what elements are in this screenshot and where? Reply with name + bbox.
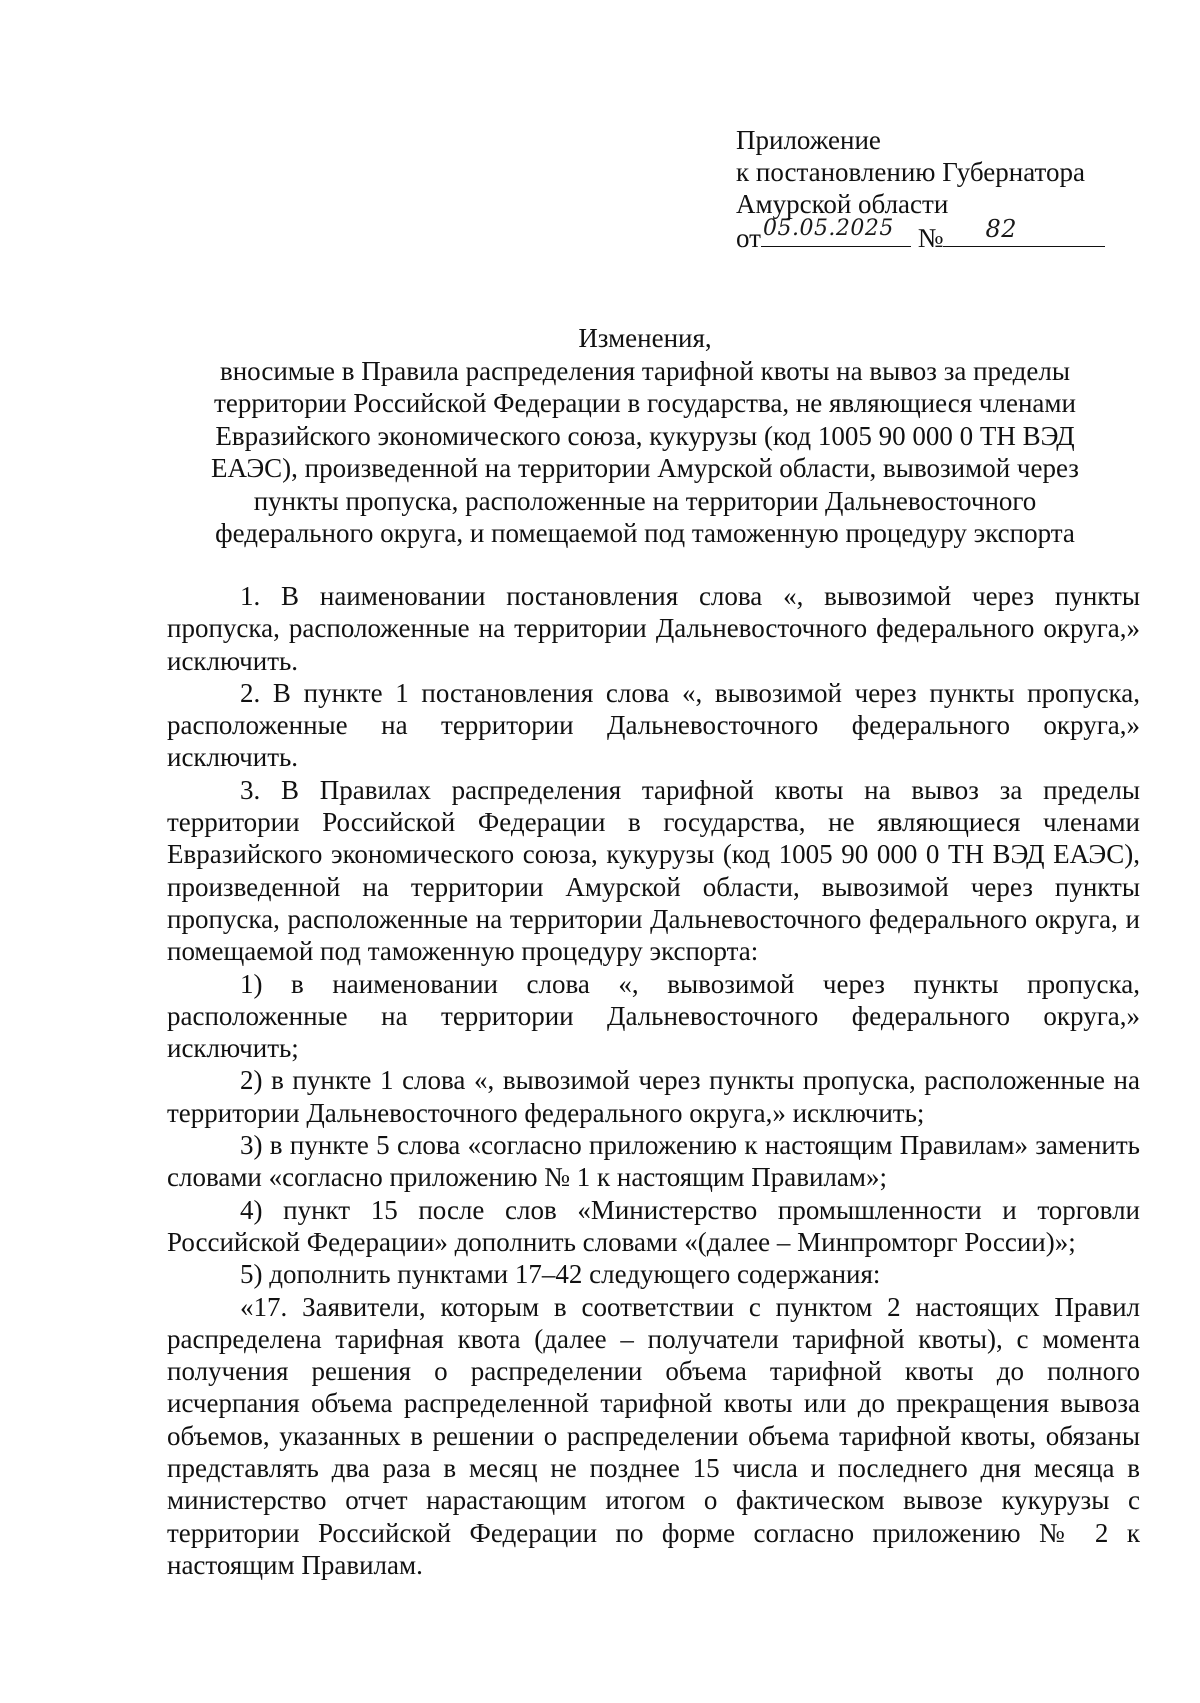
appendix-region: Амурской области — [736, 189, 949, 219]
paragraph-3: 3. В Правилах распределения тарифной квоты на вывоз за пределы территории Российской Федерации в государства, не являющиеся членами Евразийского экономического союза, кукурузы (код 1005 90 000 0 ТН ВЭД ЕАЭС), произведенной на территории Амурской области, вывозимой через пункты пропуска, расположенные на территории Дальневосточного федерального округа, и помещаемой под таможенную процедуру экспорта: — [167, 774, 1140, 967]
title-line: федерального округа, и помещаемой под таможенную процедуру экспорта — [215, 518, 1075, 548]
title-line: Евразийского экономического союза, кукурузы (код 1005 90 000 0 ТН ВЭД — [215, 420, 1075, 451]
date-handwritten: 05.05.2025 — [762, 216, 894, 241]
title-line: пункты пропуска, расположенные на территории Дальневосточного — [253, 485, 1037, 516]
subparagraph-5: 5) дополнить пунктами 17–42 следующего содержания: — [240, 1259, 881, 1290]
date-field — [761, 216, 911, 247]
appendix-resolution: к постановлению Губернатора — [736, 157, 1085, 187]
title-line: вносимые в Правила распределения тарифной квоты на вывоз за пределы — [219, 355, 1071, 386]
paragraph-1: 1. В наименовании постановления слова «, вывозимой через пункты пропуска, расположенные на территории Дальневосточного федерального округа,» исключить. — [167, 581, 1140, 676]
appendix-date-number — [736, 215, 1136, 254]
subparagraph-3: 3) в пункте 5 слова «согласно приложению к настоящим Правилам» заменить словами «согласно приложению № 1 к настоящим Правилам»; — [167, 1130, 1140, 1193]
number-prefix: № — [917, 223, 944, 253]
number-handwritten: 82 — [985, 215, 1018, 243]
subparagraph-2: 2) в пункте 1 слова «, вывозимой через пункты пропуска, расположенные на территории Дальневосточного федерального округа,» исключить; — [167, 1065, 1140, 1128]
document-body — [167, 580, 1140, 1581]
appendix-label: Приложение — [736, 125, 881, 155]
number-field — [943, 215, 1105, 247]
title-heading: Изменения, — [578, 323, 712, 353]
appendix-block — [736, 124, 1136, 254]
paragraph-2: 2. В пункте 1 постановления слова «, вывозимой через пункты пропуска, расположенные на территории Дальневосточного федерального округа,» исключить. — [167, 677, 1140, 773]
subparagraph-4: 4) пункт 15 после слов «Министерство промышленности и торговли Российской Федерации» дополнить словами «(далее – Минпромторг России)»; — [167, 1194, 1140, 1257]
clause-17: «17. Заявители, которым в соответствии с пунктом 2 настоящих Правил распределена тарифная квота (далее – получатели тарифной квоты), с момента получения решения о распределении объема тарифной квоты до полного исчерпания объема распределенной тарифной квоты или до прекращения вывоза объемов, указанных в решении о распределении объема тарифной квоты, обязаны представлять два раза в месяц не позднее 15 числа и последнего дня месяца в министерство отчет нарастающим итогом о фактическом вывозе кукурузы с территории Российской Федерации по форме согласно приложению № 2 к настоящим Правилам. — [167, 1291, 1140, 1580]
title-line: территории Российской Федерации в государства, не являющиеся членами — [214, 388, 1076, 418]
title-line: ЕАЭС), произведенной на территории Амурской области, вывозимой через — [211, 453, 1079, 483]
subparagraph-1: 1) в наименовании слова «, вывозимой через пункты пропуска, расположенные на территории Дальневосточного федерального округа,» исключить; — [167, 968, 1140, 1064]
document-title — [150, 322, 1140, 550]
date-prefix: от — [736, 223, 761, 253]
